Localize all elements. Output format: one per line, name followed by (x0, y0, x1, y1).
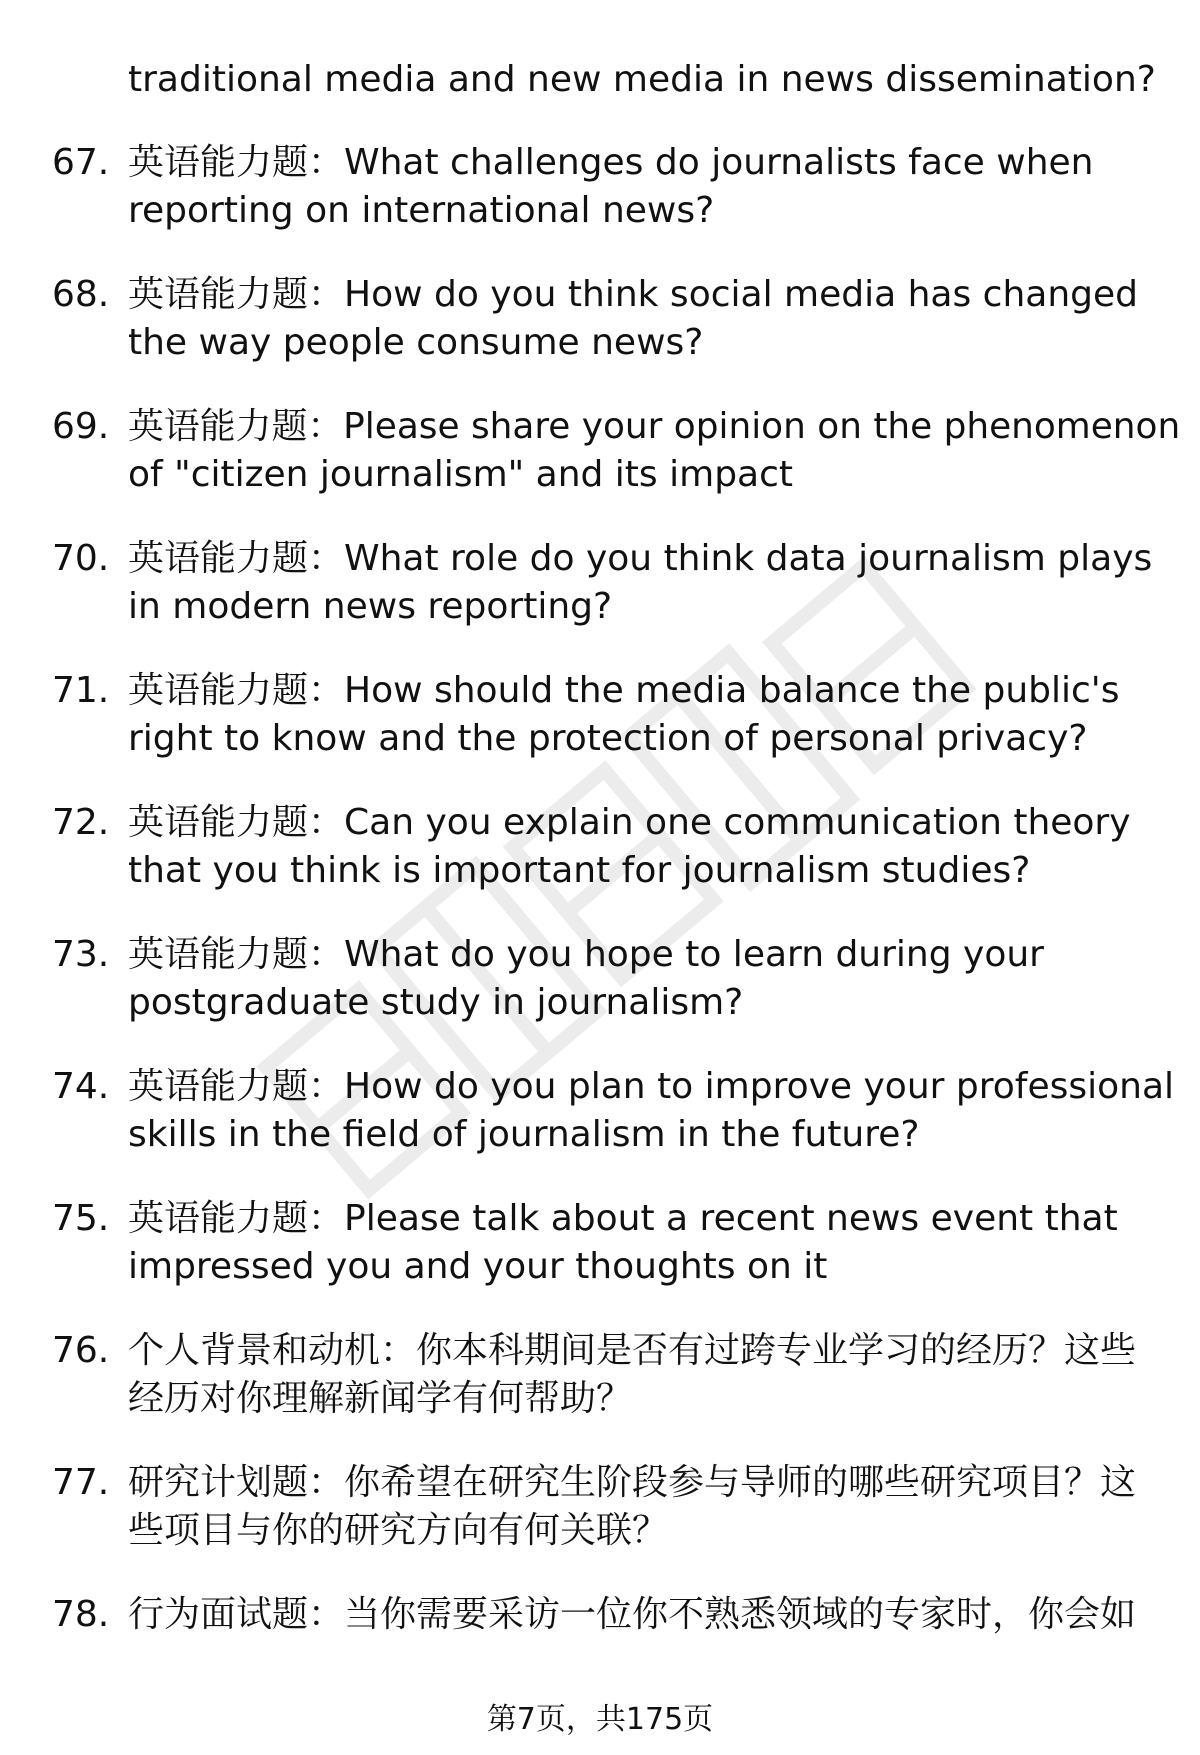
item-number: 75. (52, 1198, 110, 1239)
item-text-line1: 英语能力题：Please talk about a recent news event that (128, 1198, 1118, 1239)
item-number: 77. (52, 1462, 110, 1503)
item-text-line2: of "citizen journalism" and its impact (128, 454, 794, 495)
item-text-line1: 行为面试题：当你需要采访一位你不熟悉领域的专家时，你会如 (128, 1594, 1137, 1635)
item-number: 70. (52, 538, 110, 579)
item-text-line2: impressed you and your thoughts on it (128, 1246, 828, 1287)
item-number: 72. (52, 802, 110, 843)
item-text-line1: 英语能力题：What do you hope to learn during your (128, 934, 1044, 975)
item-text-line1: 英语能力题：How should the media balance the public's (128, 670, 1120, 711)
item-text-line2: reporting on international news? (128, 190, 715, 231)
item-text-line1: 研究计划题：你希望在研究生阶段参与导师的哪些研究项目？这 (128, 1462, 1137, 1503)
item-text-line2: in modern news reporting? (128, 586, 613, 627)
item-text-line1: 个人背景和动机：你本科期间是否有过跨专业学习的经历？这些 (128, 1330, 1137, 1371)
item-number: 69. (52, 406, 110, 447)
item-text-line1: 英语能力题：What role do you think data journalism plays (128, 538, 1153, 579)
item-number: 74. (52, 1066, 110, 1107)
item-number: 76. (52, 1330, 110, 1371)
item-number: 71. (52, 670, 110, 711)
item-text-line2: right to know and the protection of personal privacy? (128, 718, 1088, 759)
item-number: 68. (52, 274, 110, 315)
item-text-line1: 英语能力题：How do you think social media has changed (128, 274, 1139, 315)
item-text-line1: 英语能力题：What challenges do journalists face when (128, 142, 1094, 183)
item-text-line1: 英语能力题：Please share your opinion on the phenomenon (128, 406, 1181, 447)
item-text-line1: 英语能力题：Can you explain one communication theory (128, 802, 1131, 843)
item-text-line2: skills in the field of journalism in the future? (128, 1114, 920, 1155)
item-text-line2: postgraduate study in journalism? (128, 982, 744, 1023)
item-number: 78. (52, 1594, 110, 1635)
continued-question-text: traditional media and new media in news dissemination? (128, 59, 1156, 100)
item-text-line2: 些项目与你的研究方向有何关联？ (128, 1510, 669, 1551)
item-number: 73. (52, 934, 110, 975)
item-text-line2: 经历对你理解新闻学有何帮助？ (128, 1378, 633, 1419)
item-text-line1: 英语能力题：How do you plan to improve your professional (128, 1066, 1175, 1107)
item-text-line2: the way people consume news? (128, 322, 704, 363)
page-footer: 第7页，共175页 (486, 1702, 714, 1737)
item-number: 67. (52, 142, 110, 183)
item-text-line2: that you think is important for journalism studies? (128, 850, 1031, 891)
